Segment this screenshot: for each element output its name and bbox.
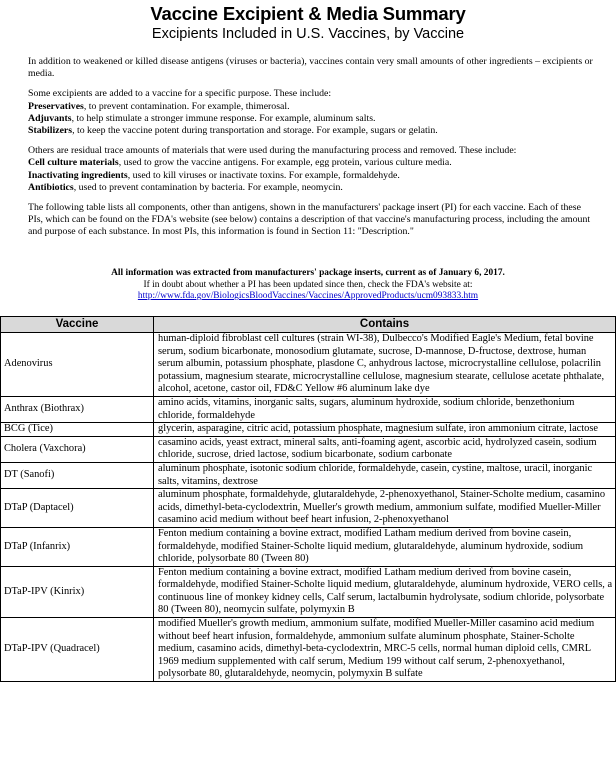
residual-description: , used to kill viruses or inactivate toxins. For example, formaldehyde. — [127, 169, 400, 181]
table-row — [1, 527, 616, 566]
source-note-bold: All information was extracted from manufacturers' package inserts, current as of January 6, 2017. — [111, 268, 505, 278]
contains-cell: Fenton medium containing a bovine extract, modified Latham medium derived from bovine casein, formaldehyde, modified Stainer-Scholte liquid medium, glutaraldehyde, aluminum hydroxide, sodium chloride, polysorbate 80 (Tween 80) — [154, 527, 616, 566]
excipient-description: , to keep the vaccine potent during transportation and storage. For example, sugars or gelatin. — [72, 125, 438, 137]
vaccine-cell: Anthrax (Biothrax) — [1, 396, 154, 422]
excipient-table — [0, 316, 616, 682]
contains-column-header: Contains — [154, 317, 616, 333]
excipient-term: Adjuvants — [28, 112, 72, 124]
residual-term: Inactivating ingredients — [28, 169, 128, 181]
excipient-term: Preservatives — [28, 100, 84, 112]
vaccine-cell: DTaP-IPV (Quadracel) — [1, 618, 154, 682]
excipient-term: Stabilizers — [28, 125, 73, 137]
excipient-description: , to prevent contamination. For example, thimerosal. — [83, 100, 290, 112]
contains-cell: casamino acids, yeast extract, mineral salts, anti-foaming agent, ascorbic acid, hydrolyzed casein, sodium chloride, sucrose, dried lactose, sodium bicarbonate, sodium carbonate — [154, 436, 616, 462]
document-title: Vaccine Excipient & Media Summary — [150, 3, 466, 24]
document-subtitle: Excipients Included in U.S. Vaccines, by Vaccine — [151, 26, 465, 42]
residual-description: , used to prevent contamination by bacteria. For example, neomycin. — [73, 181, 343, 193]
intro-section — [28, 56, 598, 239]
excipient-item — [28, 113, 598, 125]
vaccine-cell: DT (Sanofi) — [1, 462, 154, 488]
residual-item — [28, 182, 598, 194]
vaccine-cell: DTaP (Daptacel) — [1, 489, 154, 528]
contains-cell: human-diploid fibroblast cell cultures (strain WI-38), Dulbecco's Modified Eagle's Medium, fetal bovine serum, sodium bicarbonate, monosodium glutamate, sucrose, D-mannose, D-fructose, dextrose, human serum albumin, potassium phosphate, plasdone C, anhydrous lactose, microcrystalline cellulose, polacrilin potassium, magnesium stearate, microcrystalline cellulose, magnesium stearate, cellulose acetate phthalate, alcohol, acetone, castor oil, FD&C Yellow #6 aluminum lake dye — [154, 333, 616, 397]
table-row — [1, 618, 616, 682]
residual-item — [28, 170, 598, 182]
intro-paragraph-1: In addition to weakened or killed disease antigens (viruses or bacteria), vaccines contain very small amounts of other ingredients – excipients or media. — [28, 56, 593, 80]
vaccine-cell: DTaP-IPV (Kinrix) — [1, 566, 154, 617]
fda-link[interactable]: http://www.fda.gov/BiologicsBloodVaccines/Vaccines/ApprovedProducts/ucm093833.htm — [137, 291, 479, 302]
table-row — [1, 462, 616, 488]
vaccine-cell: BCG (Tice) — [1, 423, 154, 437]
contains-cell: modified Mueller's growth medium, ammonium sulfate, modified Mueller-Miller casamino acid medium without beef heart infusion, formaldehyde, ammonium sulfate aluminum phosphate, Stainer-Scholte medium, casamino acids, dimethyl-beta-cyclodextrin, MRC-5 cells, normal human diploid cells, CMRL 1969 medium supplemented with calf serum, Medium 199 without calf serum, 2-phenoxyethanol, polysorbate 80, glutaraldehyde, neomycin, polymyxin B sulfate — [154, 618, 616, 682]
intro-paragraph-3-lead: Others are residual trace amounts of materials that were used during the manufacturing process and removed. These include: — [28, 145, 517, 157]
contains-cell: amino acids, vitamins, inorganic salts, sugars, aluminum hydroxide, sodium chloride, benzethonium chloride, formaldehyde — [154, 396, 616, 422]
intro-paragraph-2-lead: Some excipients are added to a vaccine for a specific purpose. These include: — [28, 88, 332, 100]
residual-item — [28, 157, 598, 169]
intro-paragraph-2 — [28, 88, 598, 137]
table-row — [1, 436, 616, 462]
residual-description: , used to grow the vaccine antigens. For example, egg protein, various culture media. — [118, 157, 452, 169]
contains-cell: glycerin, asparagine, citric acid, potassium phosphate, magnesium sulfate, iron ammonium citrate, lactose — [154, 423, 616, 437]
source-note — [0, 268, 616, 303]
table-row — [1, 423, 616, 437]
residual-term: Cell culture materials — [28, 157, 119, 169]
excipient-item — [28, 125, 598, 137]
vaccine-cell: Cholera (Vaxchora) — [1, 436, 154, 462]
source-note-line: If in doubt about whether a PI has been updated since then, check the FDA's website at: — [143, 279, 473, 290]
vaccine-column-header: Vaccine — [1, 317, 154, 333]
excipient-item — [28, 101, 598, 113]
table-row — [1, 566, 616, 617]
excipient-description: , to help stimulate a stronger immune response. For example, aluminum salts. — [71, 112, 376, 124]
contains-cell: aluminum phosphate, isotonic sodium chloride, formaldehyde, casein, cystine, maltose, uracil, inorganic salts, vitamins, dextrose — [154, 462, 616, 488]
table-row — [1, 489, 616, 528]
contains-cell: Fenton medium containing a bovine extract, modified Latham medium derived from bovine casein, formaldehyde, modified Stainer-Scholte liquid medium, glutaraldehyde, aluminum hydroxide, VERO cells, a continuous line of monkey kidney cells, Calf serum, lactalbumin hydrolysate, sodium chloride, polysorbate 80 (Tween 80), neomycin sulfate, polymyxin B — [154, 566, 616, 617]
intro-paragraph-3 — [28, 145, 598, 194]
residual-term: Antibiotics — [28, 181, 74, 193]
table-row — [1, 396, 616, 422]
vaccine-cell: DTaP (Infanrix) — [1, 527, 154, 566]
contains-cell: aluminum phosphate, formaldehyde, glutaraldehyde, 2-phenoxyethanol, Stainer-Scholte medium, casamino acids, dimethyl-beta-cyclodextrin, Mueller's growth medium, ammonium sulfate, modified Mueller-Miller casamino acid medium without beef heart infusion, 2-phenoxyethanol — [154, 489, 616, 528]
table-header-row — [1, 317, 616, 333]
intro-paragraph-4: The following table lists all components, other than antigens, shown in the manufacturers' package insert (PI) for each vaccine. Each of these PIs, which can be found on the FDA's website (see below) contains a description of that vaccine's manufacturing process, including the amount and purpose of each substance. In most PIs, this information is found in Section 11: "Description." — [28, 202, 591, 238]
vaccine-cell: Adenovirus — [1, 333, 154, 397]
table-row — [1, 333, 616, 397]
